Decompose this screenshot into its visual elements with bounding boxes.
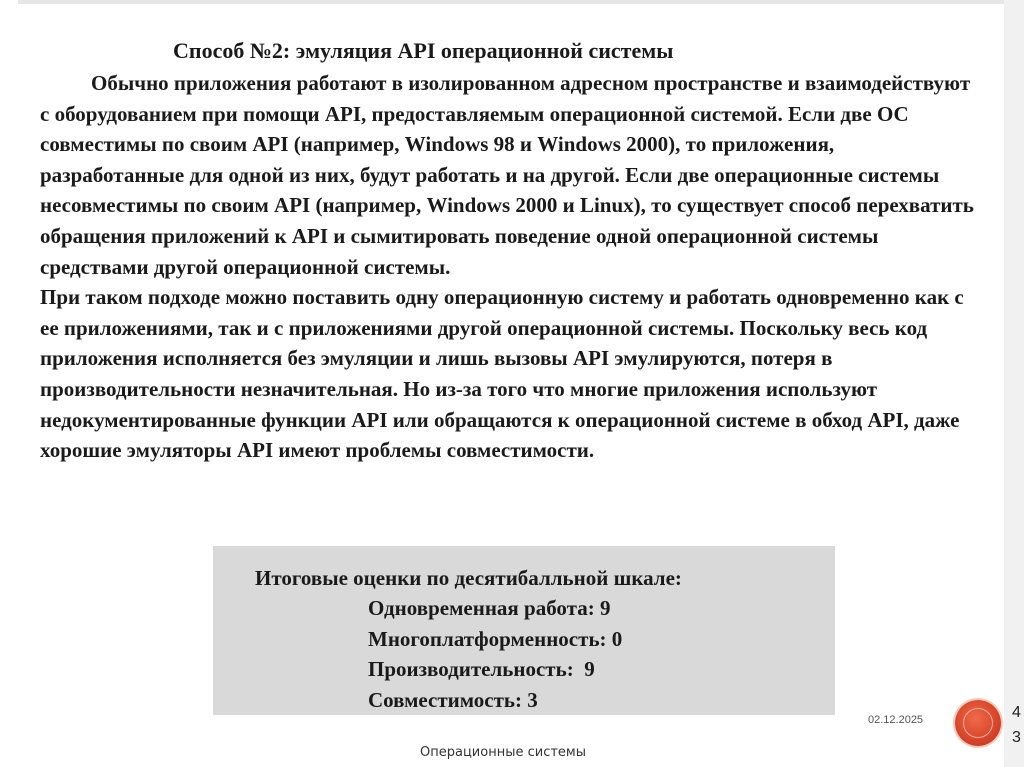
score-item: Производительность: 9 [368, 657, 595, 681]
slide-title: Способ №2: эмуляция API операционной системы [173, 38, 674, 63]
body-paragraph-1: Обычно приложения работают в изолированном адресном пространстве и взаимодействуют с оборудованием при помощи API, предоставляемым операционной системой. Если две ОС совместимы по своим API (например, Windows 98 и Windows 2000), то приложения, разработанные для одной из них, будут работать и на другой. Если две операционные системы несовместимы по своим API (например, Windows 2000 и Linux), то существует способ перехватить обращения приложений к API и сымитировать поведение одной операционной системы средствами другой операционной системы. [40, 71, 974, 279]
badge-ring-decoration [963, 708, 993, 738]
slide-badge-circle [955, 700, 1001, 746]
slide-right-margin [1004, 0, 1024, 767]
body-paragraph-2: При таком подходе можно поставить одну операционную систему и работать одновременно как с ее приложениями, так и с приложениями другой операционной системы. Поскольку весь код приложения исполняется без эмуляции и лишь вызовы API эмулируются, потеря в производительности незначительная. Но из-за того что многие приложения используют недокументированные функции API или обращаются к операционной системе в обход API, даже хорошие эмуляторы API имеют проблемы совместимости. [40, 285, 964, 463]
score-item: Многоплатформенность: 0 [368, 626, 623, 651]
scores-box [213, 546, 835, 715]
scores-heading: Итоговые оценки по десятибалльной шкале: [255, 566, 682, 590]
slide-footer: Операционные системы [420, 745, 586, 760]
score-item: Одновременная работа: 9 [368, 596, 611, 620]
slide-content [40, 34, 980, 466]
slide-number: 43 [1012, 704, 1021, 746]
slide-top-border [18, 0, 1004, 4]
scores-list [368, 593, 622, 715]
score-item: Совместимость: 3 [368, 687, 538, 712]
slide-date: 02.12.2025 [868, 714, 924, 726]
